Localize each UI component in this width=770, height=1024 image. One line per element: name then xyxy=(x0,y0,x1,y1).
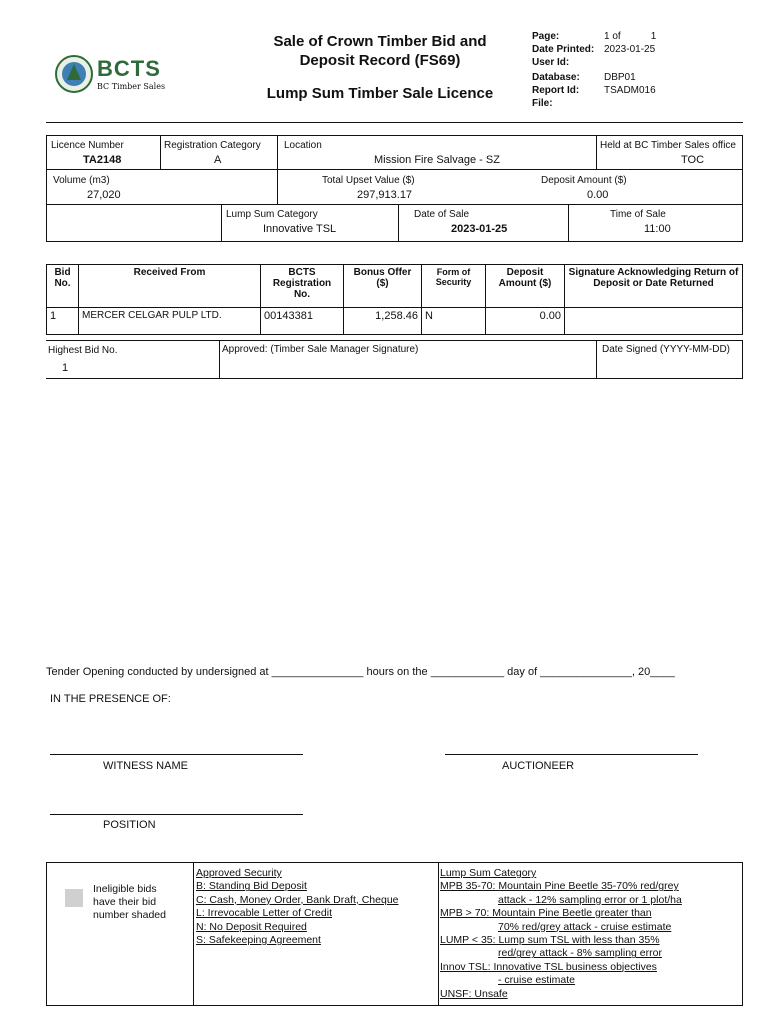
highest-bid-label: Highest Bid No. xyxy=(48,345,118,356)
date-of-sale-label: Date of Sale xyxy=(414,209,470,220)
licence-number-cell: Licence Number TA2148 xyxy=(46,135,161,170)
values-divider xyxy=(277,169,278,205)
highest-bid-value: 1 xyxy=(62,362,69,374)
time-of-sale-value: 11:00 xyxy=(644,223,671,235)
date-of-sale-value: 2023-01-25 xyxy=(451,223,508,235)
position-signature-line xyxy=(50,814,303,815)
auctioneer-signature-line xyxy=(445,754,698,755)
held-at-cell: Held at BC Timber Sales office TOC xyxy=(596,135,743,170)
registration-category-cell: Registration Category A xyxy=(160,135,278,170)
bids-header-row xyxy=(47,265,743,308)
bids-table xyxy=(46,264,743,335)
witness-name-label: WITNESS NAME xyxy=(103,760,188,772)
ineligible-note: Ineligible bids have their bid number shaded xyxy=(93,883,166,921)
legend-divider-2 xyxy=(438,863,439,1005)
signature-cell xyxy=(565,308,743,335)
approval-top-line xyxy=(46,340,743,341)
received-from-cell: MERCER CELGAR PULP LTD. xyxy=(79,308,261,335)
approval-divider-2 xyxy=(596,340,597,378)
col-registration-no: BCTS Registration No. xyxy=(261,265,344,308)
lump-sum-category-list: Lump Sum Category MPB 35-70: Mountain Pine Beetle 35-70% red/grey attack - 12% sampling error or 1 plot/ha MPB > 70: Mountain Pine Beetle greater than 70% red/grey attack - cruise estimate LUMP < 35: Lump sum TSL with less than 35% red/grey attack - 8% sampling error Innov TSL: Innovative TSL business objectives - cruise estimate UNSF: Unsafe xyxy=(440,867,682,1000)
approval-bottom-line xyxy=(46,378,743,379)
values-row: Volume (m3) 27,020 Total Upset Value ($) 297,913.17 Deposit Amount ($) 0.00 xyxy=(46,169,743,205)
report-subtitle: Lump Sum Timber Sale Licence xyxy=(266,85,494,102)
presence-label: IN THE PRESENCE OF: xyxy=(50,693,171,705)
col-bid-no: Bid No. xyxy=(47,265,79,308)
approval-divider-3 xyxy=(742,340,743,378)
bonus-offer-cell: 1,258.46 xyxy=(344,308,422,335)
deposit-cell: 0.00 xyxy=(486,308,565,335)
lump-sum-category-label: Lump Sum Category xyxy=(226,209,318,220)
auctioneer-label: AUCTIONEER xyxy=(502,760,575,772)
brand-sub: BC Timber Sales xyxy=(97,82,166,91)
time-of-sale-label: Time of Sale xyxy=(610,209,666,220)
bid-no-cell: 1 xyxy=(47,308,79,335)
legend-box xyxy=(46,862,743,1006)
col-signature: Signature Acknowledging Return of Deposit or Date Returned xyxy=(565,265,743,308)
sale-divider-1 xyxy=(221,204,222,242)
location-cell: Location Mission Fire Salvage - SZ xyxy=(277,135,597,170)
date-signed-label: Date Signed (YYYY-MM-DD) xyxy=(602,344,731,355)
approval-divider-1 xyxy=(219,340,220,378)
sale-divider-2 xyxy=(398,204,399,242)
approved-signature-label: Approved: (Timber Sale Manager Signature) xyxy=(222,344,419,355)
bcts-logo xyxy=(55,48,170,100)
col-received-from: Received From xyxy=(79,265,261,308)
col-deposit-amount: Deposit Amount ($) xyxy=(486,265,565,308)
col-bonus-offer: Bonus Offer ($) xyxy=(344,265,422,308)
tender-statement: Tender Opening conducted by undersigned at _______________ hours on the ____________ day of _______________, 20____ xyxy=(46,666,675,678)
security-cell: N xyxy=(422,308,486,335)
sale-divider-3 xyxy=(568,204,569,242)
header-divider xyxy=(46,122,743,123)
witness-signature-line xyxy=(50,754,303,755)
approved-security-list: Approved Security B: Standing Bid Deposit C: Cash, Money Order, Bank Draft, Cheque L: Irrevocable Letter of Credit N: No Deposit Required S: Safekeeping Agreement xyxy=(196,867,399,947)
legend-divider-1 xyxy=(193,863,194,1005)
lump-sum-category-value: Innovative TSL xyxy=(263,223,337,235)
report-title: Sale of Crown Timber Bid and Deposit Record (FS69) xyxy=(273,33,487,69)
registration-no-cell: 00143381 xyxy=(261,308,344,335)
col-form-of-security: Form of Security xyxy=(422,265,486,308)
report-meta: Page: 1 of 1 Date Printed: 2023-01-25 User Id: Database: DBP01 Report Id: TSADM016 File: xyxy=(532,31,657,109)
table-row xyxy=(47,308,743,335)
shaded-bid-sample xyxy=(65,889,83,907)
brand-text: BCTS xyxy=(97,56,161,81)
position-label: POSITION xyxy=(103,819,156,831)
